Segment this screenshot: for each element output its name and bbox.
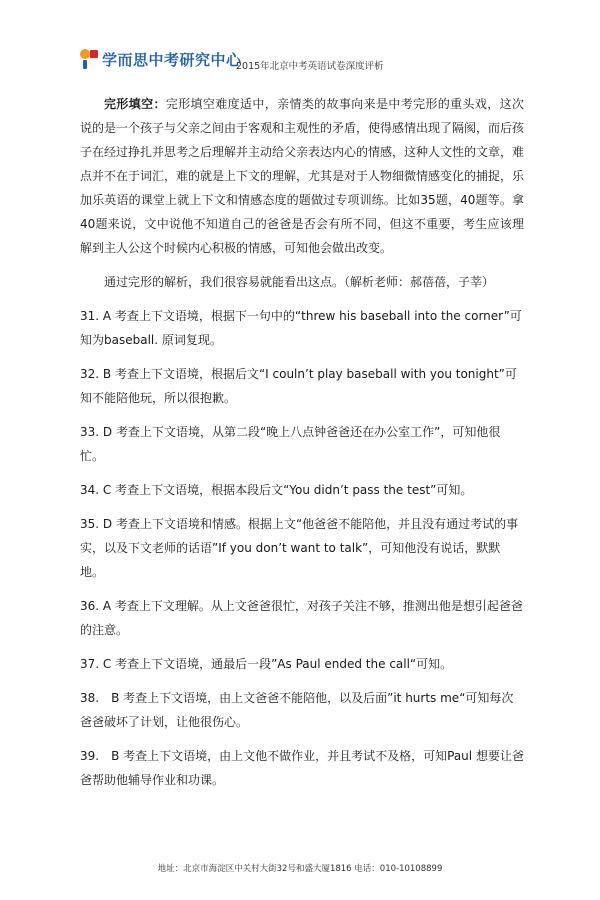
answer-35: 35. D 考查上下文语境和情感。根据上文“他爸爸不能陪他，并且没有通过考试的事实，以及下文老师的话语”If you don’t want to talk”，可知他没有说话，默默地。 xyxy=(80,517,519,579)
answer-31: 31. A 考查上下文语境，根据下一句中的“threw his baseball into the corner”可知为baseball. 原词复现。 xyxy=(80,309,522,347)
answer-36: 36. A 考查上下文理解。从上文爸爸很忙，对孩子关注不够，推测出他是想引起爸爸的注意。 xyxy=(80,599,523,637)
document-body xyxy=(80,92,524,802)
page-header xyxy=(78,44,538,74)
document-subtitle: 2015年北京中考英语试卷深度评析 xyxy=(236,61,384,72)
answer-33: 33. D 考查上下文语境，从第二段“晚上八点钟爸爸还在办公室工作”，可知他很忙。 xyxy=(80,425,501,463)
answer-32: 32. B 考查上下文语境，根据后文“I couln’t play baseball with you tonight”可知不能陪他玩，所以很抱歉。 xyxy=(80,367,517,405)
intro-paragraph xyxy=(80,92,524,260)
summary-paragraph: 通过完形的解析，我们很容易就能看出这点。（解析老师：郝蓓蓓，子莘） xyxy=(104,275,495,289)
section-lead: 完形填空： xyxy=(104,97,166,111)
brand-name: 学而思中考研究中心 xyxy=(102,51,242,69)
page-footer: 地址：北京市海淀区中关村大街32号和盛大厦1816 电话：010-10108899 xyxy=(157,864,443,874)
logo-icon xyxy=(78,48,100,70)
intro-text: 完形填空难度适中，亲情类的故事向来是中考完形的重头戏，这次说的是一个孩子与父亲之间由于客观和主观性的矛盾，使得感情出现了隔阂，而后孩子在经过挣扎并思考之后理解并主动给父亲表达内心的情感，这种人文性的文章，难点并不在于词汇，难的就是上下文的理解，尤其是对于人物细微情感变化的捕捉，乐加乐英语的课堂上就上下文和情感态度的题做过专项训练。比如35题，40题等。拿40题来说，文中说他不知道自己的爸爸是否会有所不同，但这不重要，考生应该理解到主人公这个时候内心积极的情感，可知他会做出改变。 xyxy=(80,97,525,255)
answer-34: 34. C 考查上下文语境，根据本段后文“You didn’t pass the test”可知。 xyxy=(80,483,473,497)
answer-37: 37. C 考查上下文语境，通最后一段”As Paul ended the call“可知。 xyxy=(80,657,453,671)
answer-38: 38. B 考查上下文语境，由上文爸爸不能陪他，以及后面”it hurts me“可知每次爸爸破坏了计划，让他很伤心。 xyxy=(80,691,514,729)
answer-39: 39. B 考查上下文语境，由上文他不做作业，并且考试不及格，可知Paul 想要让爸爸帮助他辅导作业和功课。 xyxy=(80,749,524,787)
